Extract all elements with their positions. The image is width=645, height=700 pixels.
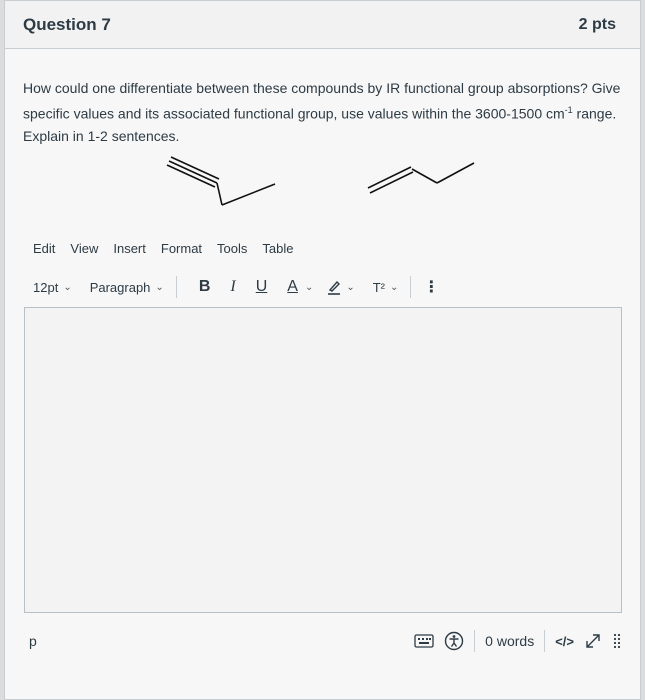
menu-format[interactable]: Format [160,241,203,256]
html-editor-toggle[interactable]: </> [555,633,574,649]
editor-toolbar [33,275,439,299]
rich-text-editor-area[interactable] [24,307,622,613]
superscript-button[interactable] [373,280,399,295]
menu-tools[interactable]: Tools [217,241,248,256]
accessibility-icon [444,631,464,651]
highlight-pen-icon [327,279,341,295]
menu-edit[interactable]: Edit [33,241,56,256]
more-options-button[interactable]: ⋮ [423,279,440,296]
editor-statusbar [5,621,640,661]
alkene-structure [368,163,474,193]
italic-button[interactable]: I [230,278,236,295]
resize-handle[interactable] [612,632,622,650]
menu-insert[interactable]: Insert [113,241,146,256]
question-card [4,0,641,700]
question-text-superscript: -1 [564,105,573,115]
font-size-dropdown[interactable] [33,280,72,295]
question-text [23,77,623,147]
element-path[interactable]: p [29,633,37,649]
menu-view[interactable]: View [70,241,99,256]
block-format-value: Paragraph [89,279,151,295]
keyboard-icon [414,634,434,648]
superscript-label: T² [372,279,385,295]
statusbar-divider [474,630,475,652]
block-format-dropdown[interactable] [90,280,164,295]
toolbar-divider [176,276,177,298]
fullscreen-icon [584,632,602,650]
question-title: Question 7 [23,14,111,34]
text-color-button[interactable] [277,278,313,296]
accessibility-checker-button[interactable] [444,631,464,651]
question-points: 2 pts [578,15,616,33]
statusbar-divider [544,630,545,652]
text-color-label: A [287,278,298,295]
question-text-end: range. Explain in 1-2 sentences. [23,105,617,144]
chevron-down-icon: ⌄ [390,281,399,293]
font-size-value: 12pt [33,279,59,295]
word-count: 0 words [485,633,535,649]
chemical-structures-image [155,156,495,216]
alkyne-structure [167,157,275,205]
chevron-down-icon: ⌄ [304,281,314,293]
keyboard-shortcuts-button[interactable] [414,634,434,648]
highlight-color-button[interactable] [327,279,354,295]
chevron-down-icon: ⌄ [346,281,355,293]
fullscreen-button[interactable] [584,632,602,650]
resize-handle-icon [612,632,622,650]
chevron-down-icon: ⌄ [63,281,72,293]
underline-button[interactable]: U [255,278,268,295]
toolbar-divider [410,276,411,298]
menu-table[interactable]: Table [262,241,294,256]
statusbar-controls [414,630,622,652]
question-header [5,1,640,49]
chevron-down-icon: ⌄ [155,281,164,293]
question-text-main: How could one differentiate between these compounds by IR functional group absorptions? Give specific values and its associated functional group, use values within the 3600-1500 cm [23,80,621,122]
editor-menubar [33,241,293,256]
bold-button[interactable]: B [198,278,211,295]
